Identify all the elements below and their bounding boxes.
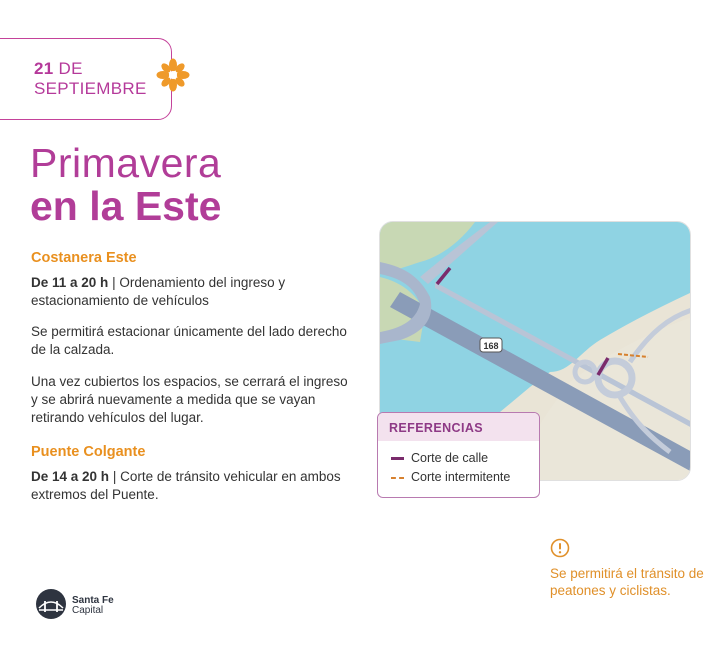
legend-item-intermittent-cut: [391, 470, 510, 484]
section-title-puente: Puente Colgante: [31, 444, 146, 460]
logo-line2: Capital: [72, 605, 104, 616]
costanera-time: De 11 a 20 h: [31, 275, 109, 290]
logo-text: [72, 596, 114, 616]
legend-label: Corte intermitente: [411, 470, 511, 484]
date-rest: DE: [58, 59, 83, 78]
puente-time-desc: | Corte de tránsito vehicular en ambos extremos del Puente.: [31, 469, 341, 502]
logo-line1: Santa Fe: [72, 595, 114, 606]
route-label: 168: [483, 341, 499, 351]
title-line2: en la Este: [30, 183, 222, 229]
map-legend: [377, 412, 540, 498]
date-day: 21: [34, 59, 54, 78]
section-title-costanera: Costanera Este: [31, 250, 137, 266]
solid-line-swatch: [391, 457, 404, 460]
legend-item-street-cut: [391, 451, 488, 465]
santa-fe-logo-icon: [35, 588, 67, 620]
dashed-line-swatch: [391, 477, 404, 479]
exclamation-icon: [550, 538, 570, 558]
route-shield: [480, 338, 502, 352]
legend-title: REFERENCIAS: [378, 413, 539, 441]
puente-time: De 14 a 20 h: [31, 469, 110, 484]
costanera-time-desc: | Ordenamiento del ingreso y estacionamiento de vehículos: [31, 275, 286, 308]
costanera-schedule: [31, 274, 351, 310]
costanera-para3: Una vez cubiertos los espacios, se cerrará el ingreso y se abrirá nuevamente a medida que se vayan retirando vehículos del lugar.: [31, 374, 348, 425]
legend-label: Corte de calle: [411, 451, 489, 465]
flower-icon: [155, 57, 191, 93]
title-line1: Primavera: [30, 140, 222, 186]
puente-schedule: [31, 468, 351, 504]
date-text: [34, 59, 147, 99]
pedestrian-note: Se permitirá el tránsito de peatones y ciclistas.: [550, 566, 704, 598]
date-month: SEPTIEMBRE: [34, 79, 147, 98]
costanera-para2: Se permitirá estacionar únicamente del lado derecho de la calzada.: [31, 324, 347, 357]
